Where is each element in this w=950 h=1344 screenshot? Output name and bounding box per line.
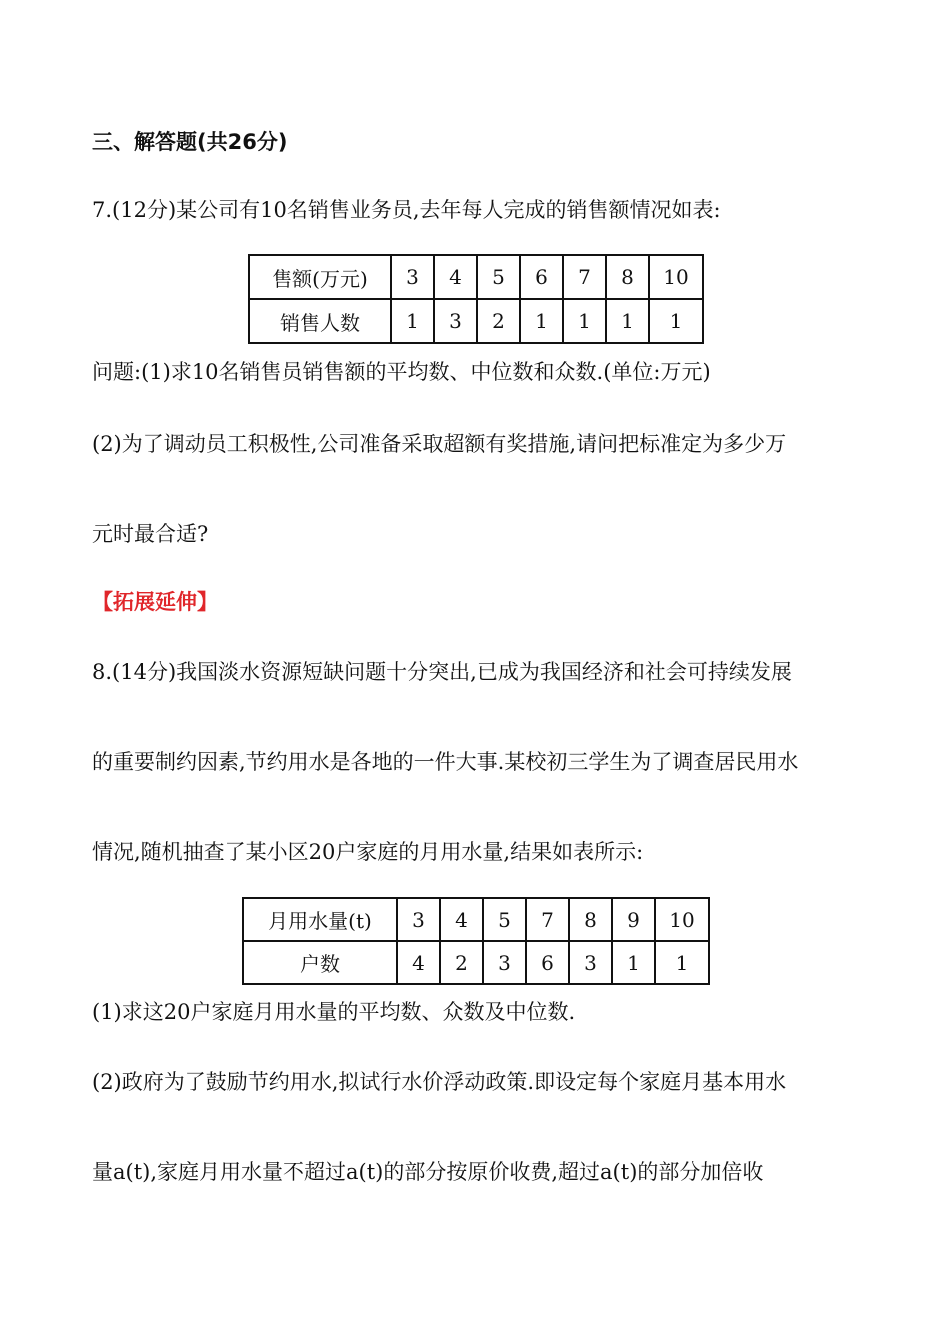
q7-part2-line2: 元时最合适? [92,522,209,546]
table-cell: 6 [526,941,569,984]
table-cell: 1 [655,941,709,984]
table-cell: 1 [520,299,563,343]
q8-stem-line2: 的重要制约因素,节约用水是各地的一件大事.某校初三学生为了调查居民用水 [92,750,799,774]
table-cell: 3 [397,898,440,941]
q8-stem-line1: 8.(14分)我国淡水资源短缺问题十分突出,已成为我国经济和社会可持续发展 [92,660,792,684]
table-cell: 10 [649,255,703,299]
table-cell: 6 [520,255,563,299]
q8-part2-line2: 量a(t),家庭月用水量不超过a(t)的部分按原价收费,超过a(t)的部分加倍收 [92,1160,764,1184]
q7-sales-table [248,254,704,344]
extension-heading: 【拓展延伸】 [92,590,218,614]
table-cell: 1 [563,299,606,343]
table-cell: 1 [606,299,649,343]
table-header-cell: 月用水量(t) [243,898,397,941]
table-header-cell: 售额(万元) [249,255,391,299]
table-row [249,299,703,343]
table-cell: 2 [477,299,520,343]
table-cell: 2 [440,941,483,984]
table-cell: 8 [569,898,612,941]
table-row [243,941,709,984]
table-row [243,898,709,941]
table-cell: 1 [391,299,434,343]
table-cell: 3 [569,941,612,984]
q7-stem: 7.(12分)某公司有10名销售业务员,去年每人完成的销售额情况如表: [92,198,721,222]
table-cell: 3 [483,941,526,984]
q8-stem-line3: 情况,随机抽查了某小区20户家庭的月用水量,结果如表所示: [92,840,644,864]
table-cell: 4 [397,941,440,984]
q8-part1: (1)求这20户家庭月用水量的平均数、众数及中位数. [92,1000,576,1024]
table-row [249,255,703,299]
table-cell: 3 [391,255,434,299]
table-cell: 9 [612,898,655,941]
table-cell: 1 [612,941,655,984]
table-header-cell: 销售人数 [249,299,391,343]
table-cell: 3 [434,299,477,343]
table-cell: 10 [655,898,709,941]
q8-part2-line1: (2)政府为了鼓励节约用水,拟试行水价浮动政策.即设定每个家庭月基本用水 [92,1070,787,1094]
table-cell: 4 [434,255,477,299]
table-cell: 5 [483,898,526,941]
table-header-cell: 户数 [243,941,397,984]
table-cell: 4 [440,898,483,941]
table-cell: 1 [649,299,703,343]
q8-water-table [242,897,710,985]
table-cell: 8 [606,255,649,299]
q7-part1: 问题:(1)求10名销售员销售额的平均数、中位数和众数.(单位:万元) [92,360,711,384]
section-title: 三、解答题(共26分) [92,130,288,154]
q7-part2-line1: (2)为了调动员工积极性,公司准备采取超额有奖措施,请问把标准定为多少万 [92,432,787,456]
table-cell: 7 [526,898,569,941]
table-cell: 5 [477,255,520,299]
table-cell: 7 [563,255,606,299]
